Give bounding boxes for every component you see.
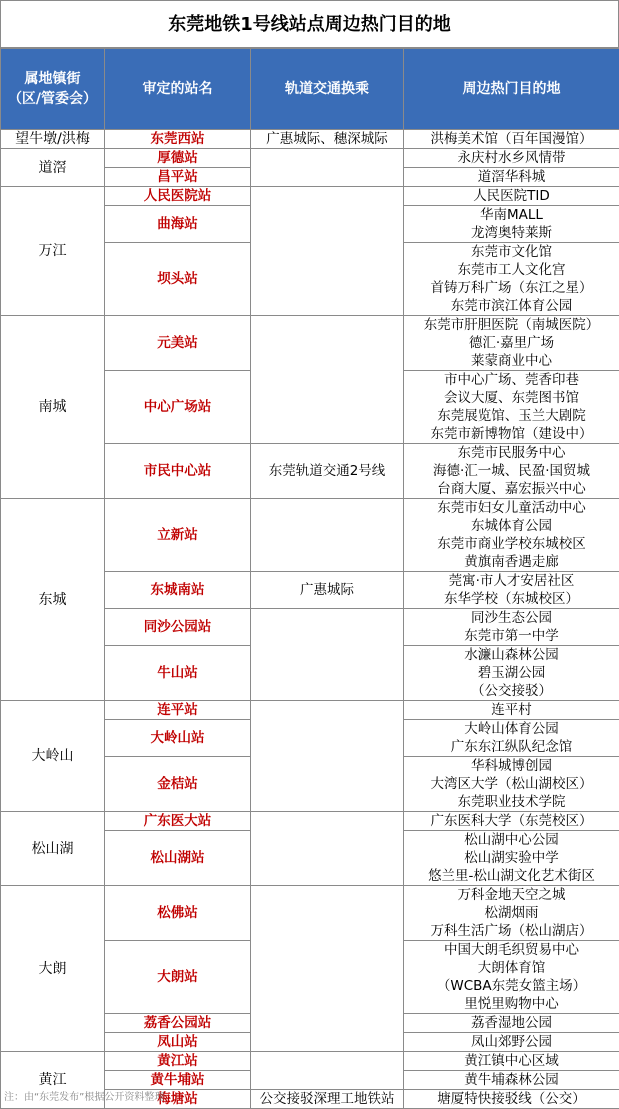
station-name: 东城南站 [105,572,251,609]
header-row [1,49,619,130]
destination-item: 东城体育公园 [404,517,619,535]
station-name: 昌平站 [105,168,251,187]
destination-item: 首铸万科广场（东江之星） [404,279,619,297]
destination-item: 市中心广场、莞香印巷 [404,371,619,389]
table-row [1,130,619,149]
table-row [1,316,619,371]
destinations-cell [404,1071,619,1090]
transfer-cell: 东莞轨道交通2号线 [251,444,404,499]
station-name: 牛山站 [105,646,251,701]
station-name: 大岭山站 [105,720,251,757]
station-name: 连平站 [105,701,251,720]
station-name: 黄牛埔站 [105,1071,251,1090]
table-body [1,130,619,1109]
header-station: 审定的站名 [105,49,251,130]
destination-item: 莱蒙商业中心 [404,352,619,370]
district-cell: 东城 [1,499,105,701]
table-title: 东莞地铁1号线站点周边热门目的地 [0,0,619,48]
table-row [1,1052,619,1071]
table-row [1,701,619,720]
destinations-cell [404,371,619,444]
station-name: 元美站 [105,316,251,371]
station-name: 松佛站 [105,886,251,941]
destination-item: 东莞市肝胆医院（南城医院） [404,316,619,334]
destination-item: 东莞市新博物馆（建设中） [404,425,619,443]
destination-item: 大湾区大学（松山湖校区） [404,775,619,793]
destinations-cell [404,1052,619,1071]
district-cell: 大岭山 [1,701,105,812]
destination-item: 中国大朗毛织贸易中心 [404,941,619,959]
destination-item: 松山湖实验中学 [404,849,619,867]
destinations-cell [404,646,619,701]
destinations-cell [404,1090,619,1109]
header-district: 属地镇街 （区/管委会） [1,49,105,130]
destinations-cell [404,757,619,812]
destination-item: 黄江镇中心区域 [404,1052,619,1070]
destination-item: 荔香湿地公园 [404,1014,619,1032]
destination-item: 华科城博创园 [404,757,619,775]
destination-item: （公交接驳） [404,682,619,700]
destination-item: 连平村 [404,701,619,719]
station-name: 广东医大站 [105,812,251,831]
destination-item: 大朗体育馆 [404,959,619,977]
station-name: 松山湖站 [105,831,251,886]
destination-item: 黄牛埔森林公园 [404,1071,619,1089]
destinations-cell [404,609,619,646]
destination-item: 凤山郊野公园 [404,1033,619,1051]
transfer-cell: 广惠城际 [251,572,404,609]
destinations-cell [404,941,619,1014]
destinations-cell [404,720,619,757]
station-name: 大朗站 [105,941,251,1014]
destination-item: 松湖烟雨 [404,904,619,922]
table-row [1,187,619,206]
station-name: 黄江站 [105,1052,251,1071]
destinations-cell [404,572,619,609]
transfer-cell: 公交接驳深理工地铁站 [251,1090,404,1109]
destination-item: 东莞市工人文化宫 [404,261,619,279]
station-name: 凤山站 [105,1033,251,1052]
transfer-cell [251,499,404,572]
station-name: 立新站 [105,499,251,572]
destination-item: 永庆村水乡风情带 [404,149,619,167]
transfer-cell [251,609,404,701]
table-row [1,499,619,572]
transfer-cell [251,316,404,444]
destinations-cell [404,812,619,831]
destination-item: 万科生活广场（松山湖店） [404,922,619,940]
transfer-cell [251,701,404,812]
source-note: 注：由“东莞发布”根据公开资料整理 [4,1088,164,1103]
header-destinations: 周边热门目的地 [404,49,619,130]
district-cell: 万江 [1,187,105,316]
destinations-cell [404,444,619,499]
table-row [1,812,619,831]
destination-item: 台商大厦、嘉宏振兴中心 [404,480,619,498]
destination-item: 莞寓·市人才安居社区 [404,572,619,590]
destination-item: 东莞市民服务中心 [404,444,619,462]
destinations-cell [404,206,619,243]
station-name: 同沙公园站 [105,609,251,646]
destination-item: 广东东江纵队纪念馆 [404,738,619,756]
destination-item: 华南MALL [404,206,619,224]
district-cell: 黄江 [1,1052,105,1109]
destination-item: 人民医院TID [404,187,619,205]
destination-item: 东莞市商业学校东城校区 [404,535,619,553]
district-cell: 道滘 [1,149,105,187]
destination-item: （WCBA东莞女篮主场） [404,977,619,995]
destination-item: 东莞市第一中学 [404,627,619,645]
destinations-cell [404,1033,619,1052]
destinations-cell [404,831,619,886]
destination-item: 德汇·嘉里广场 [404,334,619,352]
station-name: 东莞西站 [105,130,251,149]
header-transfer: 轨道交通换乘 [251,49,404,130]
destination-item: 塘厦特快接驳线（公交） [404,1090,619,1108]
station-name: 坝头站 [105,243,251,316]
district-cell: 望牛墩/洪梅 [1,130,105,149]
destinations-cell [404,187,619,206]
transfer-cell [251,886,404,1052]
transfer-cell [251,187,404,316]
table-row [1,149,619,168]
destination-item: 黄旗南香遇走廊 [404,553,619,571]
destination-item: 碧玉湖公园 [404,664,619,682]
destination-item: 东莞职业技术学院 [404,793,619,811]
station-name: 曲海站 [105,206,251,243]
destinations-cell [404,130,619,149]
destinations-cell [404,168,619,187]
destination-item: 会议大厦、东莞图书馆 [404,389,619,407]
destination-item: 万科金地天空之城 [404,886,619,904]
station-name: 中心广场站 [105,371,251,444]
destinations-cell [404,149,619,168]
destination-item: 东华学校（东城校区） [404,590,619,608]
destination-item: 东莞展览馆、玉兰大剧院 [404,407,619,425]
destination-item: 龙湾奥特莱斯 [404,224,619,242]
destination-item: 东莞市滨江体育公园 [404,297,619,315]
station-name: 人民医院站 [105,187,251,206]
destination-item: 东莞市妇女儿童活动中心 [404,499,619,517]
destinations-cell [404,243,619,316]
destination-item: 广东医科大学（东莞校区） [404,812,619,830]
station-name: 金桔站 [105,757,251,812]
destinations-cell [404,886,619,941]
station-name: 荔香公园站 [105,1014,251,1033]
destinations-cell [404,1014,619,1033]
transfer-cell [251,812,404,886]
destination-item: 道滘华科城 [404,168,619,186]
destination-item: 大岭山体育公园 [404,720,619,738]
destination-item: 洪梅美术馆（百年国漫馆） [404,130,619,148]
destination-item: 海德·汇一城、民盈·国贸城 [404,462,619,480]
destination-item: 悠兰里-松山湖文化艺术街区 [404,867,619,885]
destination-item: 里悦里购物中心 [404,995,619,1013]
destination-item: 水濂山森林公园 [404,646,619,664]
station-name: 梅塘站 [105,1090,251,1109]
transfer-cell [251,1052,404,1090]
destination-item: 东莞市文化馆 [404,243,619,261]
destinations-cell [404,701,619,720]
transfer-cell [251,149,404,187]
station-name: 厚德站 [105,149,251,168]
destinations-cell [404,316,619,371]
destinations-cell [404,499,619,572]
station-name: 市民中心站 [105,444,251,499]
metro-stations-table [0,48,619,1109]
table-row [1,886,619,941]
transfer-cell: 广惠城际、穗深城际 [251,130,404,149]
destination-item: 同沙生态公园 [404,609,619,627]
district-cell: 大朗 [1,886,105,1052]
district-cell: 松山湖 [1,812,105,886]
destination-item: 松山湖中心公园 [404,831,619,849]
district-cell: 南城 [1,316,105,499]
